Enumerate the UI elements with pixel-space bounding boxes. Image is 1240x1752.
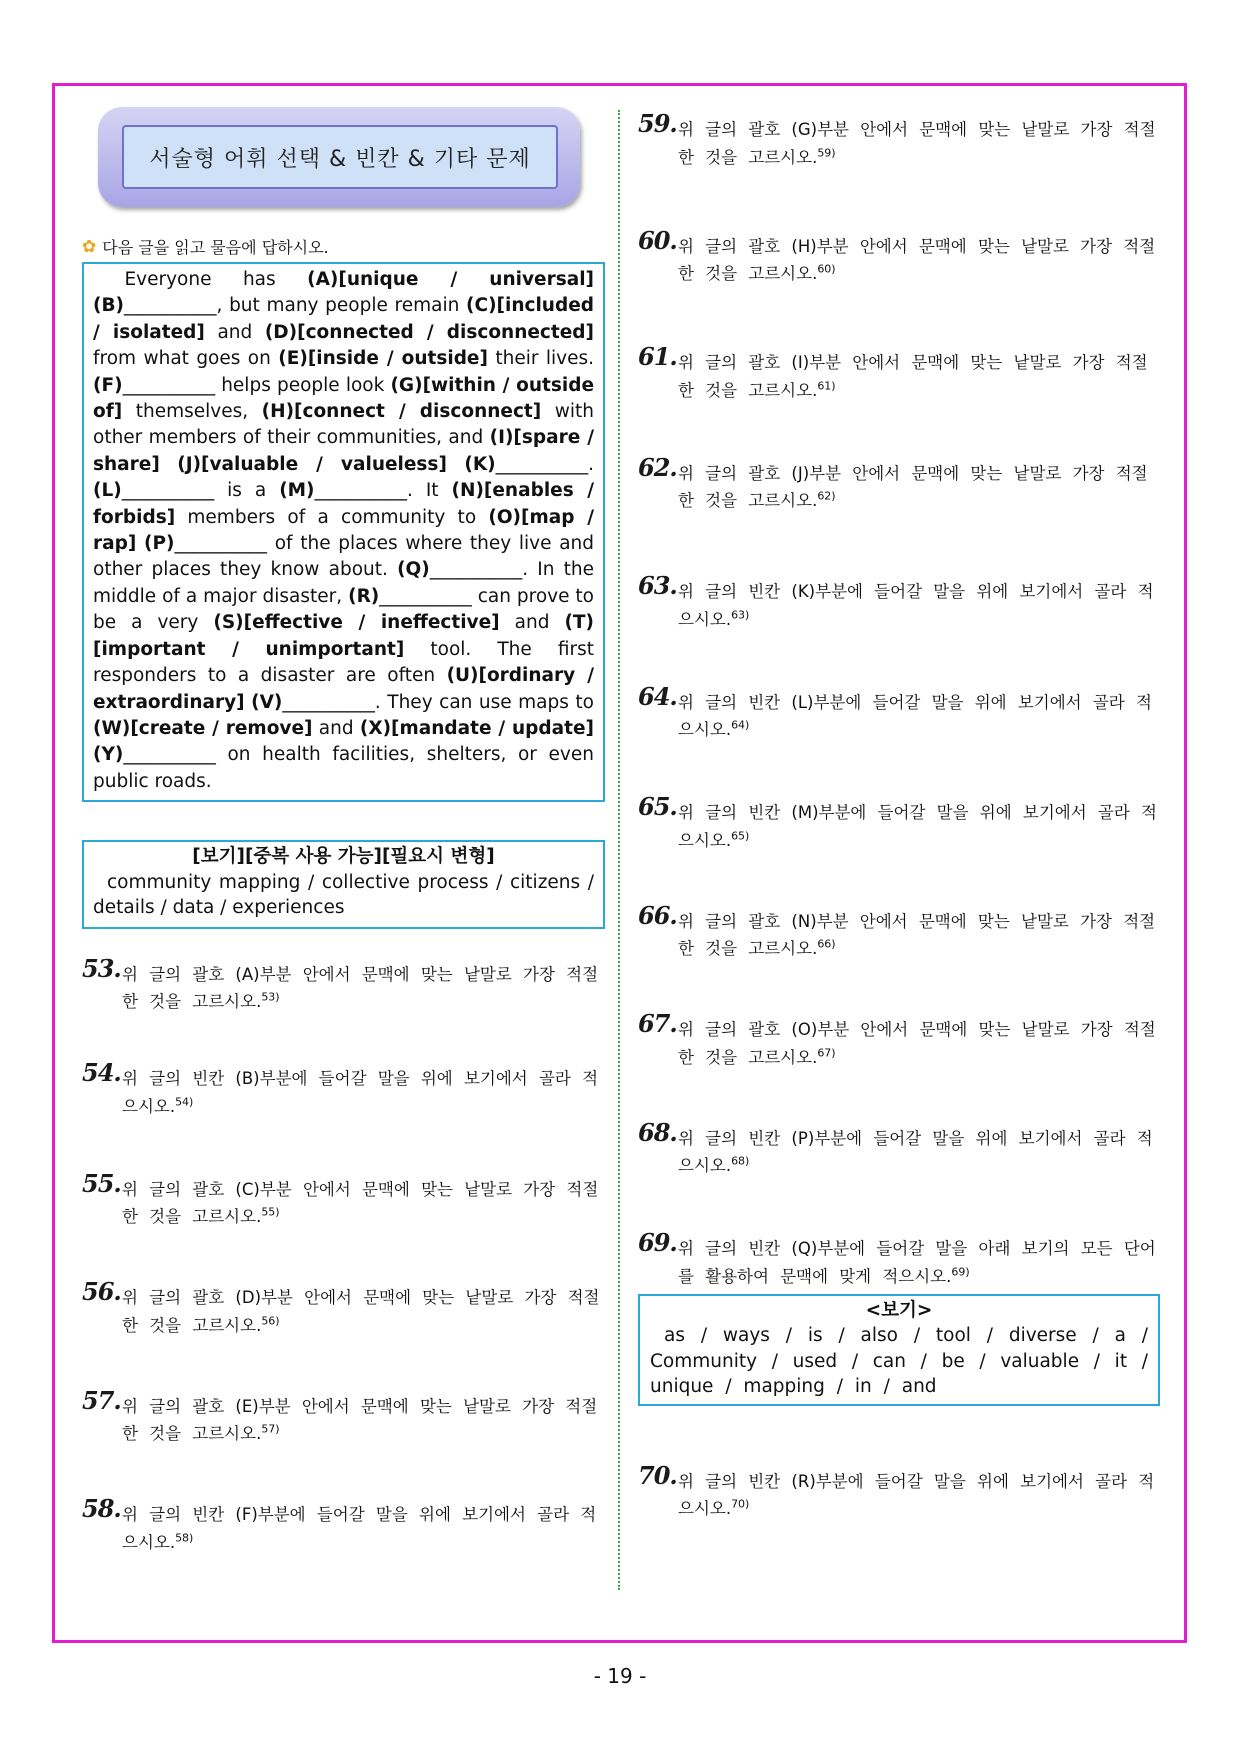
question-61: 61. 위 글의 괄호 (I)부분 안에서 문맥에 맞는 낱말로 가장 적절한 것을 고르시오.$^{61)}$ (638, 342, 1148, 400)
word-bank-title-q69: <보기> (865, 1299, 933, 1321)
question-64: 64. 위 글의 빈칸 (L)부분에 들어갈 말을 위에 보기에서 골라 적으시오.$^{64)}$ (638, 681, 1152, 739)
section-title: 서술형 어휘 선택 & 빈칸 & 기타 문제 (122, 125, 558, 189)
word-bank-words: community mapping / collective process / citizens / details / data / experiences (93, 871, 594, 919)
word-bank-box-q69 (638, 1294, 1160, 1406)
question-54: 54. 위 글의 빈칸 (B)부분에 들어갈 말을 위에 보기에서 골라 적으시오.$^{54)}$ (82, 1058, 599, 1116)
right-column (638, 110, 1160, 1520)
question-68: 68. 위 글의 빈칸 (P)부분에 들어갈 말을 위에 보기에서 골라 적으시오.$^{68)}$ (638, 1117, 1153, 1175)
section-title-banner (98, 107, 580, 207)
question-60: 60. 위 글의 괄호 (H)부분 안에서 문맥에 맞는 낱말로 가장 적절한 것을 고르시오.$^{60)}$ (638, 225, 1156, 283)
question-67: 67. 위 글의 괄호 (O)부분 안에서 문맥에 맞는 낱말로 가장 적절한 것을 고르시오.$^{67)}$ (638, 1009, 1156, 1067)
word-bank-title: [보기][중복 사용 가능][필요시 변형] (192, 846, 495, 868)
question-62: 62. 위 글의 괄호 (J)부분 안에서 문맥에 맞는 낱말로 가장 적절한 것을 고르시오.$^{62)}$ (638, 452, 1148, 510)
flower-icon: ✿ (82, 236, 97, 257)
word-bank-words-q69: as / ways / is / also / tool / diverse / a / Community / used / can / be / valuable / it / unique / mapping / in / and (650, 1325, 1148, 1397)
reading-passage: Everyone has (A)[unique / universal] (B)__________, but many people remain (C)[included / isolated] and (D)[connected / disconnected] from what goes on (E)[inside / outside] their lives. (F)__________ helps people look (G)[within / outside of] themselves, (H)[connect / disconnect] with other members of their communities, and (I)[spare / share] (J)[valuable / valueless] (K)__________. (L)__________ is a (M)__________. It (N)[enables / forbids] members of a community to (O)[map / rap] (P)__________ of the places where they live and other places they know about. (Q)__________. In the middle of a major disaster, (R)__________ can prove to be a very (S)[effective / ineffective] and (T)[important / unimportant] tool. The first responders to a disaster are often (U)[ordinary / extraordinary] (V)__________. They can use maps to (W)[create / remove] and (X)[mandate / update] (Y)__________ on health facilities, shelters, or even public roads. (82, 262, 605, 802)
question-66: 66. 위 글의 괄호 (N)부분 안에서 문맥에 맞는 낱말로 가장 적절한 것을 고르시오.$^{66)}$ (638, 900, 1156, 958)
column-divider (618, 110, 620, 1590)
question-57: 57. 위 글의 괄호 (E)부분 안에서 문맥에 맞는 낱말로 가장 적절한 것을 고르시오.$^{57)}$ (82, 1385, 598, 1444)
question-58: 58. 위 글의 빈칸 (F)부분에 들어갈 말을 위에 보기에서 골라 적으시오.$^{58)}$ (82, 1494, 597, 1552)
question-65: 65. 위 글의 빈칸 (M)부분에 들어갈 말을 위에 보기에서 골라 적으시오.$^{65)}$ (638, 792, 1157, 850)
instruction-text: 다음 글을 읽고 물음에 답하시오. (102, 238, 329, 257)
questions-left (82, 953, 605, 1554)
question-59: 59. 위 글의 괄호 (G)부분 안에서 문맥에 맞는 낱말로 가장 적절한 것을 고르시오.$^{59)}$ (638, 109, 1156, 167)
page-number: - 19 - (593, 1664, 647, 1688)
question-70: 70. 위 글의 빈칸 (R)부분에 들어갈 말을 위에 보기에서 골라 적으시오.$^{70)}$ (638, 1460, 1155, 1518)
question-56: 56. 위 글의 괄호 (D)부분 안에서 문맥에 맞는 낱말로 가장 적절한 것을 고르시오.$^{56)}$ (82, 1277, 600, 1335)
instruction (82, 235, 605, 258)
word-bank-box (82, 840, 605, 929)
question-55: 55. 위 글의 괄호 (C)부분 안에서 문맥에 맞는 낱말로 가장 적절한 것을 고르시오.$^{55)}$ (82, 1168, 599, 1227)
left-column (82, 107, 605, 1554)
question-53: 53. 위 글의 괄호 (A)부분 안에서 문맥에 맞는 낱말로 가장 적절한 것을 고르시오.$^{53)}$ (82, 953, 599, 1012)
question-63: 63. 위 글의 빈칸 (K)부분에 들어갈 말을 위에 보기에서 골라 적으시오.$^{63)}$ (638, 571, 1154, 629)
question-69: 69. 위 글의 빈칸 (Q)부분에 들어갈 말을 아래 보기의 모든 단어를 활용하여 문맥에 맞게 적으시오.$^{69)}$ (638, 1228, 1156, 1286)
